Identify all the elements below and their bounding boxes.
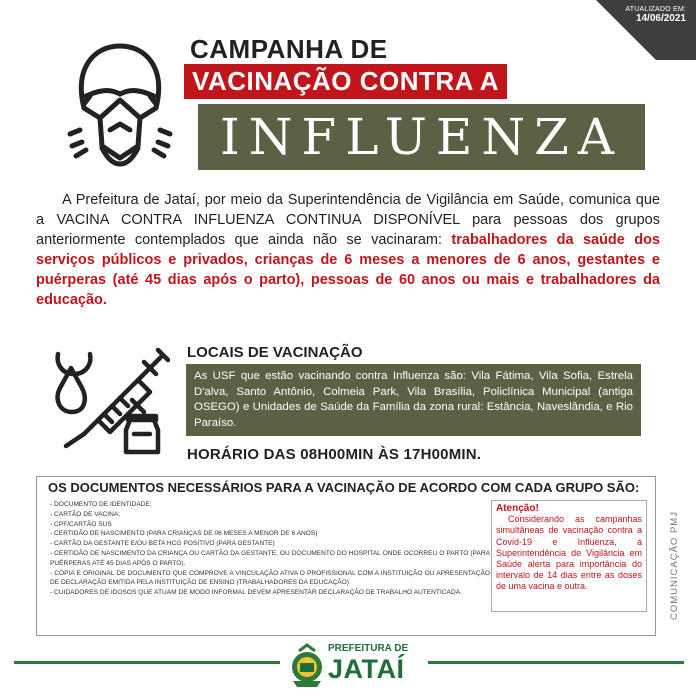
title-line-1: CAMPANHA DE — [190, 34, 388, 64]
list-item: - CERTIDÃO DE NASCIMENTO DA CRIANÇA OU CARTÃO DA GESTANTE, OU DOCUMENTO DO HOSPITAL ONDE OCORREU O PARTO (PARA PUÉRPERAS ATÉ 45 DIAS APÓS O PARTO). — [50, 549, 490, 567]
list-item: - CÓPIA E ORIGINAL DE DOCUMENTO QUE COMPROVE A VINCULAÇÃO ATIVA O PROFISSIONAL COM A INSTITUIÇÃO OU APRESENTAÇÃO DE DECLARAÇÃO EMITIDA PELA INSTITUIÇÃO DE ENSINO (TRABALHADORES DA EDUCAÇÃO) — [50, 569, 490, 587]
attention-heading: Atenção! — [496, 503, 539, 514]
locais-text: As USF que estão vacinando contra Influenza são: Vila Fátima, Vila Sofia, Estrela D'alva, Santo Antônio, Colmeia Park, Vila Brasília, Policlínica Municipal (antiga OSEGO) e Unidades de Saúde da Família da zona rural: Estância, Naveslândia, e Rio Paraíso. — [186, 364, 641, 436]
list-item: - CERTIDÃO DE NASCIMENTO (PARA CRIANÇAS DE 06 MESES A MENOR DE 6 ANOS) — [50, 530, 318, 538]
attention-text: Considerando as campanhas simultâneas de vacinação contra a Covid-19 e Influenza, a Superintendência de Vigilância em Saúde alerta para importância do intervalo de 14 dias entre as doses de uma vacina e outra. — [496, 514, 642, 592]
side-credit: COMUNICAÇÃO PMJ — [669, 511, 680, 620]
updated-label: ATUALIZADO EM: — [625, 6, 686, 13]
title-influenza: INFLUENZA — [198, 104, 645, 170]
footer-line-right — [428, 661, 684, 664]
footer-line-left — [14, 661, 280, 664]
updated-date: 14/06/2021 — [635, 13, 686, 24]
documents-title: OS DOCUMENTOS NECESSÁRIOS PARA A VACINAÇÃO DE ACORDO COM CADA GRUPO SÃO: — [48, 480, 640, 495]
list-item: - CARTÃO DE VACINA; — [50, 510, 121, 518]
attention-box — [491, 500, 647, 612]
logo-line-2: JATAÍ — [328, 654, 405, 684]
intro-paragraph — [36, 190, 660, 310]
list-item: - CUIDADORES DE IDOSOS QUE ATUAM DE MODO INFORMAL DEVEM APRESENTAR DECLARAÇÃO DE TRABALHO AUTENTICADA. — [50, 589, 462, 597]
intro-text: A Prefeitura de Jataí, por meio da Superintendência de Vigilância em Saúde, comunica que a VACINA CONTRA INFLUENZA CONTINUA DISPONÍVEL para pessoas dos grupos anteriormente contemplados que ainda não se vacinaram: — [36, 192, 660, 248]
mask-face-icon — [64, 38, 176, 168]
syringe-vial-icon — [54, 334, 170, 456]
documents-list — [50, 500, 490, 598]
title-line-2: VACINAÇÃO CONTRA A — [184, 64, 507, 99]
horario-text: HORÁRIO DAS 08H00MIN ÀS 17H00MIN. — [187, 446, 482, 463]
list-item: - CPF/CARTÃO SUS — [50, 520, 112, 528]
list-item: - CARTÃO DA GESTANTE E/OU BETA HCG POSITIVO (PARA GESTANTE) — [50, 540, 275, 548]
list-item: - DOCUMENTO DE IDENTIDADE; — [50, 501, 152, 508]
locais-title: LOCAIS DE VACINAÇÃO — [187, 344, 363, 361]
updated-info — [625, 6, 686, 24]
logo-line-1: PREFEITURA DE — [328, 643, 409, 654]
intro-highlight: trabalhadores da saúde dos serviços públicos e privados, crianças de 6 meses a menores de 6 anos, gestantes e puérperas (até 45 dias após o parto), pessoas de 60 anos ou mais e trabalhadores da educação. — [36, 232, 660, 308]
